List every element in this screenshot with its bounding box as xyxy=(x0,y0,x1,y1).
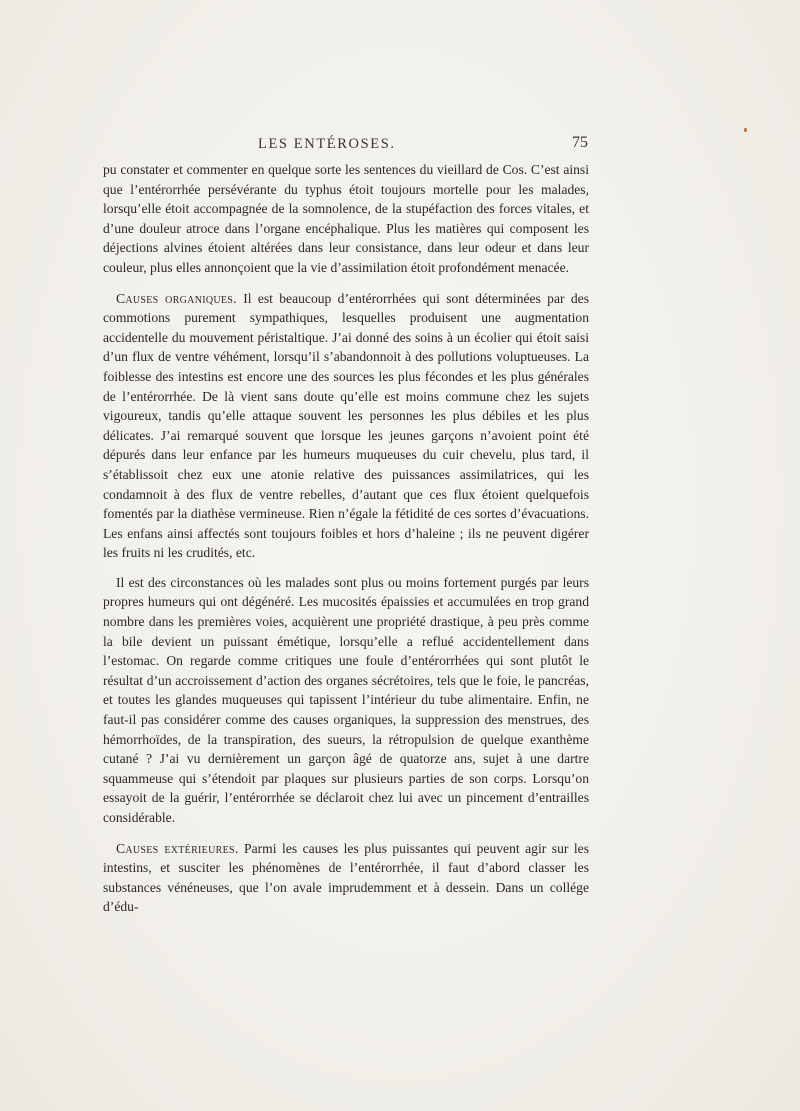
paragraph-4-text: Parmi les causes les plus puissantes qui peuvent agir sur les intestins, et susciter les phénomènes de l’entérorrhée, il faut d’abord classer les substances vénéneuses, que l’on avale imprudemment et à dessein. Dans un collége d’édu- xyxy=(103,840,589,915)
section-heading-causes-organiques: Causes organiques. xyxy=(116,290,237,306)
running-title: LES ENTÉROSES. xyxy=(258,136,396,152)
paragraph-1-text: pu constater et commenter en quelque sorte les sentences du vieillard de Cos. C’est ainsi que l’entérorrhée persévérante du typhus étoit toujours mortelle pour les malades, lorsqu’elle étoit accompagnée de la somnolence, de la stupéfaction des forces vitales, et d’une douleur atroce dans l’organe encéphalique. Plus les matières qui composent les déjections alvines étoient altérées dans leur consistance, dans leur odeur et dans leur couleur, plus elles annonçoient que la vie d’assimilation étoit profondément menacée. xyxy=(103,162,589,275)
body-text xyxy=(103,160,589,917)
paragraph-1 xyxy=(103,160,589,278)
paragraph-2-text: Il est beaucoup d’entérorrhées qui sont déterminées par des commotions purement sympathiques, lesquelles produisent une augmentation accidentelle du mouvement péristaltique. J’ai donné des soins à un écolier qui étoit saisi d’un flux de ventre véhément, lorsqu’il s’abandonnoit à des pollutions voluptueuses. La foiblesse des intestins est encore une des sources les plus fécondes et les plus générales de l’entérorrhée. De là vient sans doute qu’elle est moins commune chez les sujets vigoureux, tandis qu’elle attaque souvent les personnes les plus débiles et les plus délicates. J’ai remarqué souvent que lorsque les jeunes garçons n’avoient point été dépurés dans leur enfance par les humeurs muqueuses du cuir chevelu, plus tard, il s’établissoit chez eux une atonie relative des puissances assimilatrices, qui les condamnoit à des flux de ventre rebelles, d’autant que ces flux étoient quelquefois fomentés par la diathèse vermineuse. Rien n’égale la fétidité de ces sortes d’évacuations. Les enfans ainsi affectés sont toujours foibles et hors d’haleine ; ils ne peuvent digérer les fruits ni les crudités, etc. xyxy=(103,290,589,561)
page-number: 75 xyxy=(572,134,588,151)
section-heading-causes-exterieures: Causes extérieures. xyxy=(116,840,239,856)
paragraph-2 xyxy=(103,289,589,563)
page-header xyxy=(0,136,800,156)
paragraph-3-text: Il est des circonstances où les malades sont plus ou moins fortement purgés par leurs propres humeurs qui ont dégénéré. Les mucosités épaissies et accumulées en trop grand nombre dans les premières voies, acquièrent une propriété drastique, à peu près comme la bile devient un puissant émétique, lorsqu’elle a reflué accidentellement dans l’estomac. On regarde comme critiques une foule d’entérorrhées qui sont plutôt le résultat d’un accroissement d’action des organes sécrétoires, tels que le foie, le pancréas, et toutes les glandes muqueuses qui tapissent l’intérieur du tube alimentaire. Enfin, ne faut-il pas considérer comme des causes organiques, la suppression des menstrues, des hémorrhoïdes, de la transpiration, des sueurs, la rétropulsion de quelque exanthème cutané ? J’ai vu dernièrement un garçon âgé de quatorze ans, sujet à une dartre squammeuse qui s’étendoit par plaques sur plusieurs parties de son corps. Lorsqu’on essayoit de la guérir, l’entérorrhée se déclaroit chez lui avec un pincement d’entrailles considérable. xyxy=(103,574,589,825)
paragraph-3 xyxy=(103,573,589,828)
margin-ink-spot xyxy=(744,128,747,132)
paragraph-4 xyxy=(103,839,589,917)
